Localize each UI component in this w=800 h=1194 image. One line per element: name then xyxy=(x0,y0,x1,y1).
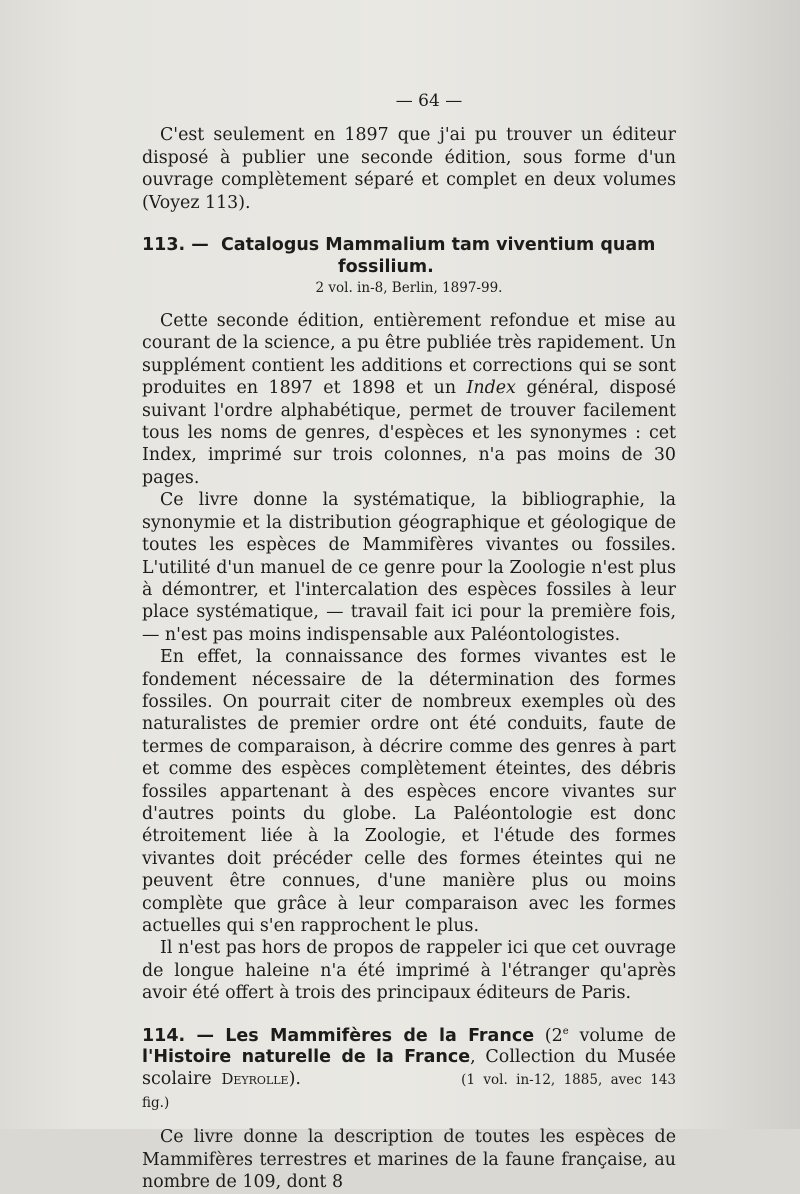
entry-113-biblio: 2 vol. in-8, Berlin, 1897-99. xyxy=(315,280,503,297)
entry-113-para2: Ce livre donne la systématique, la bibliographie, la synonymie et la distribution géographique et géologique de toutes les espèces de Mammifères vivantes ou fossiles. L'utilité d'un manuel de ce genre pour la Zoologie n'est plus à démontrer, et l'intercalation des espèces fossiles à leur place systématique, — travail fait ici pour la première fois, — n'est pas moins indispensable aux Paléontologistes. xyxy=(142,490,676,645)
entry-113-title-part1: Catalogus Mammalium tam viventium quam xyxy=(220,235,656,256)
entry-114-series-title: l'Histoire naturelle de la France xyxy=(142,1047,471,1068)
entry-113-para3: En effet, la connaissance des formes vivantes est le fondement nécessaire de la détermination des formes fossiles. On pourrait citer de nombreux exemples où des naturalistes de premier ordre ont été conduits, faute de termes de comparaison, à décrire comme des genres à part et comme des espèces complètement éteintes, des débris fossiles appartenant à des espèces encore vivantes sur d'autres points du globe. La Paléontologie est donc étroitement liée à la Zoologie, et l'étude des formes vivantes doit précéder celle des formes éteintes qui ne peuvent être connues, d'une manière plus ou moins complète que grâce à leur comparaison avec les formes actuelles qui s'en rapprochent le plus. xyxy=(142,647,676,936)
intro-paragraph: C'est seulement en 1897 que j'ai pu trouver un éditeur disposé à publier une seconde édition, sous forme d'un ouvrage complètement séparé et complet en deux volumes (Voyez 113). xyxy=(142,125,676,213)
entry-114-number: 114. — xyxy=(142,1025,214,1046)
entry-113 xyxy=(142,234,676,1005)
index-italic: Index xyxy=(466,378,516,399)
entry-113-number: 113. — xyxy=(142,235,209,256)
entry-113-heading xyxy=(142,234,676,278)
page-text-block xyxy=(142,90,676,1194)
entry-114-para1: Ce livre donne la description de toutes les espèces de Mammifères terrestres et marines de la faune française, au nombre de 109, dont 8 xyxy=(142,1127,676,1193)
entry-114-biblio: (1 vol. in-12, 1885, avec 143 fig.) xyxy=(142,1072,676,1112)
entry-114-publisher: Deyrolle xyxy=(221,1070,289,1089)
entry-114-title: Les Mammifères de la France xyxy=(225,1025,535,1046)
entry-113-title-part2: fossilium. xyxy=(338,257,434,278)
entry-114-heading: 114. — Les Mammifères de la France (2e volume de l'Histoire naturelle de la France, Collection du Musée scolaire Deyrolle). (1 vol. in-12, 1885, avec 143 fig.) xyxy=(142,1025,676,1112)
entry-113-para1: Cette seconde édition, entièrement refondue et mise au courant de la science, a pu être publiée très rapidement. Un supplément contient les additions et corrections qui se sont produites en 1897 et 1898 et un Index général, disposé suivant l'ordre alphabétique, permet de trouver facilement tous les noms de genres, d'espèces et les synonymes : cet Index, imprimé sur trois colonnes, n'a pas moins de 30 pages. xyxy=(142,311,676,488)
page-number: — 64 — xyxy=(395,91,463,111)
entry-113-para4: Il n'est pas hors de propos de rappeler ici que cet ouvrage de longue haleine n'a été imprimé à l'étranger qu'après avoir été offert à trois des principaux éditeurs de Paris. xyxy=(142,938,676,1004)
entry-114 xyxy=(142,1021,676,1194)
